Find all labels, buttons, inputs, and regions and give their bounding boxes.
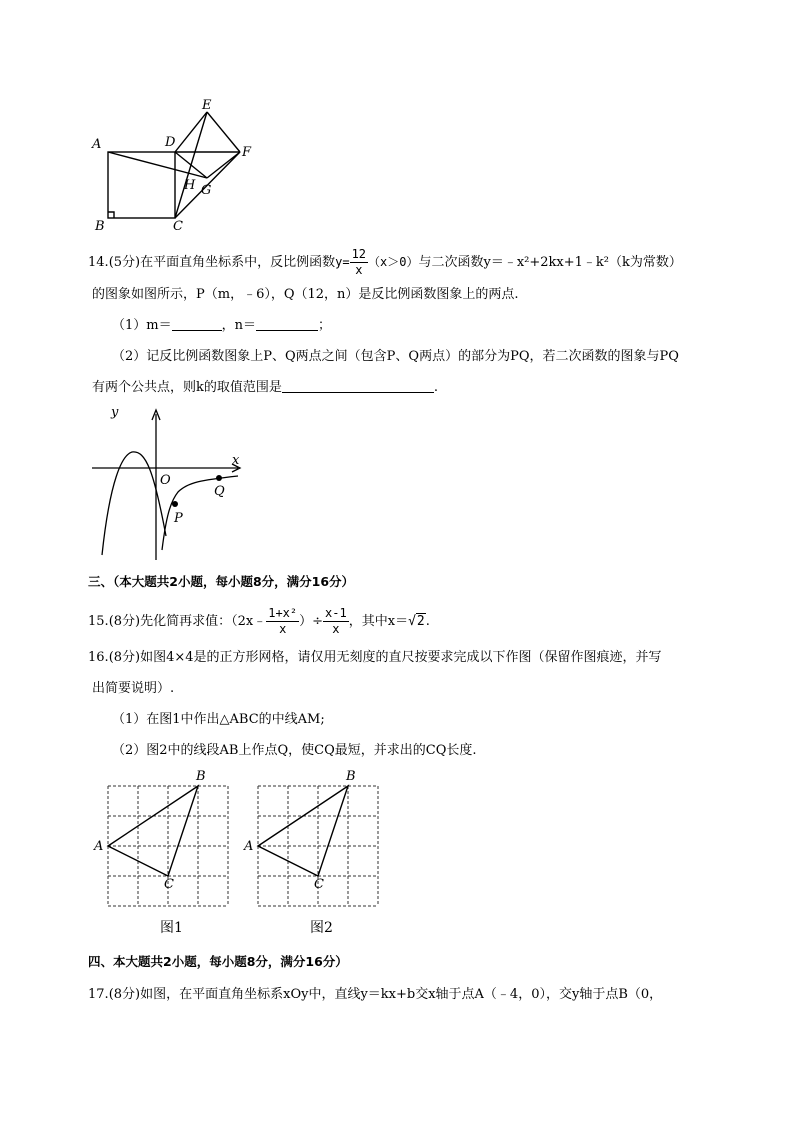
q-label: Q	[214, 484, 225, 499]
q15-fraction-2: $\frac{x-1}{x}$	[325, 606, 347, 636]
section-3-heading: 三、（本大题共2小题，每小题8分，满分16分）	[88, 574, 355, 589]
q14-score: (5分)	[108, 255, 141, 270]
q14-line2: 的图象如图所示，P（m，﹣6），Q（12，n）是反比例函数图象上的两点.	[92, 287, 519, 302]
q14-sub1: （1）m＝ ，n＝ ；	[112, 318, 331, 333]
q14-fraction: $\frac{12}{x}$	[351, 247, 367, 277]
point-p	[172, 501, 178, 507]
label-b: B	[95, 219, 105, 234]
triangle-abc	[108, 786, 198, 876]
figure-square-diagram	[88, 96, 258, 236]
grid-figure-1	[93, 769, 228, 906]
label-c: C	[314, 877, 324, 892]
q17-number: 17.	[88, 987, 109, 1002]
q16-sub1: （1）在图1中作出△ABC的中线AM;	[112, 712, 325, 727]
label-f: F	[242, 145, 252, 160]
origin-label: O	[160, 473, 171, 488]
q16-line2: 出简要说明）.	[92, 681, 175, 696]
label-e: E	[202, 98, 212, 113]
q14-number: 14.	[88, 255, 109, 270]
label-a: A	[92, 137, 102, 152]
figure-grids	[88, 764, 398, 942]
p-label: P	[174, 511, 183, 526]
label-c: C	[164, 877, 174, 892]
axis-x-label: x	[232, 453, 240, 468]
triangle-abc	[258, 786, 348, 876]
grid-figure-2	[243, 769, 378, 906]
q14-sub2-line2: 有两个公共点，则k的取值范围是 .	[92, 380, 439, 395]
answer-blank-k-range[interactable]	[282, 378, 434, 393]
figure-function-graph	[88, 400, 248, 564]
answer-blank-m[interactable]	[172, 316, 222, 331]
label-g: G	[201, 183, 212, 198]
q15-number: 15.	[88, 614, 109, 629]
label-b: B	[346, 769, 356, 784]
q15-line: 15.(8分)先化简再求值：（2x﹣ $\frac{\text{1+x²}}{x}$ ）÷ $\frac{x-1}{x}$ ，其中x＝√2.	[88, 606, 430, 636]
label-h: H	[184, 178, 196, 193]
label-a: A	[94, 839, 104, 854]
caption-figure-1: 图1	[160, 920, 183, 936]
sqrt-2: √2	[408, 614, 425, 629]
caption-figure-2: 图2	[310, 920, 333, 936]
section-4-heading: 四、本大题共2小题，每小题8分，满分16分）	[88, 954, 348, 969]
q16-line1: 16.(8分)如图4×4是的正方形网格，请仅用无刻度的直尺按要求完成以下作图（保留作图痕迹，并写	[88, 650, 662, 665]
q14-line1: 14.(5分)在平面直角坐标系中，反比例函数y= $\frac{12}{x}$ （x＞0）与二次函数y＝﹣x²+2kx+1﹣k²（k为常数）	[88, 247, 682, 277]
label-a: A	[244, 839, 254, 854]
q14-sub2-line1: （2）记反比例函数图象上P、Q两点之间（包含P、Q两点）的部分为PQ，若二次函数的图象与PQ	[112, 349, 679, 364]
answer-blank-n[interactable]	[256, 316, 318, 331]
label-c: C	[173, 219, 183, 234]
point-q	[216, 475, 222, 481]
label-b: B	[196, 769, 206, 784]
label-d: D	[165, 135, 176, 150]
q15-fraction-1: $\frac{\text{1+x²}}{x}$	[268, 606, 298, 636]
q14-quadratic: y＝﹣x²+2kx+1﹣k²（k为常数）	[483, 255, 682, 270]
q16-sub2: （2）图2中的线段AB上作点Q，使CQ最短，并求出的CQ长度.	[112, 743, 477, 758]
axis-y-label: y	[111, 405, 119, 420]
q16-number: 16.	[88, 650, 109, 665]
q17-line1: 17.(8分)如图，在平面直角坐标系xOy中，直线y＝kx+b交x轴于点A（﹣4，0），交y轴于点B（0，	[88, 987, 663, 1002]
